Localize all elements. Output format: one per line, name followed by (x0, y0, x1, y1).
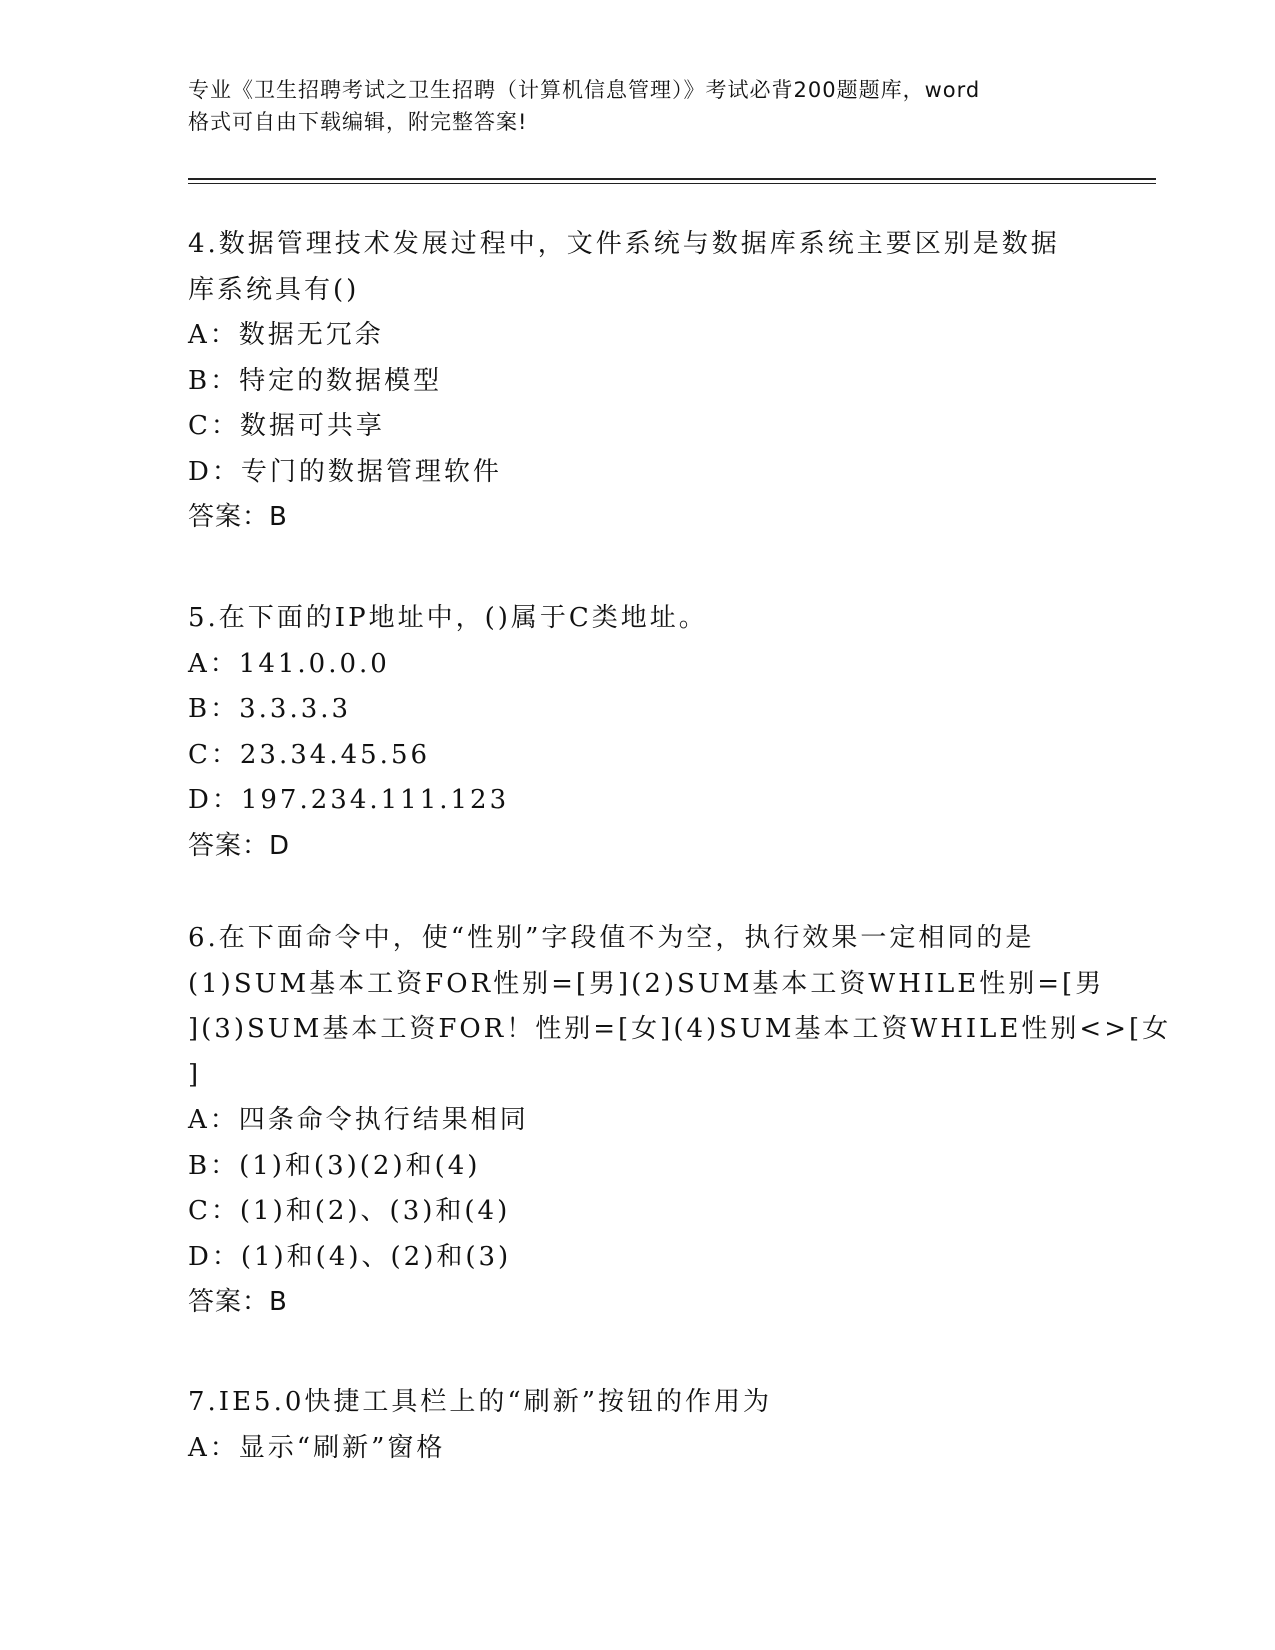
option-b: B：3.3.3.3 (188, 694, 352, 724)
option-b: B：特定的数据模型 (188, 365, 443, 396)
option-a: A：数据无冗余 (188, 320, 384, 350)
document-header (188, 74, 1088, 138)
question-stem-line: 5.在下面的IP地址中，()属于C类地址。 (188, 603, 708, 633)
option-c: C：23.34.45.56 (188, 739, 431, 770)
question-stem-line: 6.在下面命令中，使“性别”字段值不为空，执行效果一定相同的是 (188, 923, 1035, 953)
question-stem-line: 库系统具有() (188, 274, 360, 305)
question-stem-line: (1)SUM基本工资FOR性别=[男](2)SUM基本工资WHILE性别=[男 (188, 968, 1105, 999)
header-line-1: 专业《卫生招聘考试之卫生招聘（计算机信息管理）》考试必背200题题库，word (188, 78, 981, 102)
option-c: C：数据可共享 (188, 411, 385, 441)
answer: 答案：D (188, 830, 291, 861)
answer: 答案：B (188, 502, 288, 532)
header-line-2: 格式可自由下载编辑，附完整答案! (188, 110, 528, 134)
option-d: D：专门的数据管理软件 (188, 456, 502, 487)
option-d: D：197.234.111.123 (188, 785, 510, 815)
answer: 答案：B (188, 1287, 288, 1317)
option-a: A：四条命令执行结果相同 (188, 1105, 529, 1135)
question-stem-line: 4.数据管理技术发展过程中，文件系统与数据库系统主要区别是数据 (188, 229, 1060, 259)
header-divider (188, 178, 1156, 184)
question-6 (188, 916, 1172, 1326)
question-stem-line: ] (188, 1059, 202, 1090)
option-b: B：(1)和(3)(2)和(4) (188, 1150, 481, 1181)
question-5 (188, 596, 1088, 869)
option-a: A：141.0.0.0 (188, 648, 390, 679)
option-c: C：(1)和(2)、(3)和(4) (188, 1196, 511, 1226)
question-stem-line: 7.IE5.0快捷工具栏上的“刷新”按钮的作用为 (188, 1387, 772, 1417)
option-d: D：(1)和(4)、(2)和(3) (188, 1241, 512, 1272)
question-7 (188, 1380, 1088, 1471)
question-stem-line: ](3)SUM基本工资FOR！性别=[女](4)SUM基本工资WHILE性别<>[女 (188, 1014, 1172, 1044)
option-a: A：显示“刷新”窗格 (188, 1432, 446, 1463)
question-4 (188, 222, 1088, 541)
